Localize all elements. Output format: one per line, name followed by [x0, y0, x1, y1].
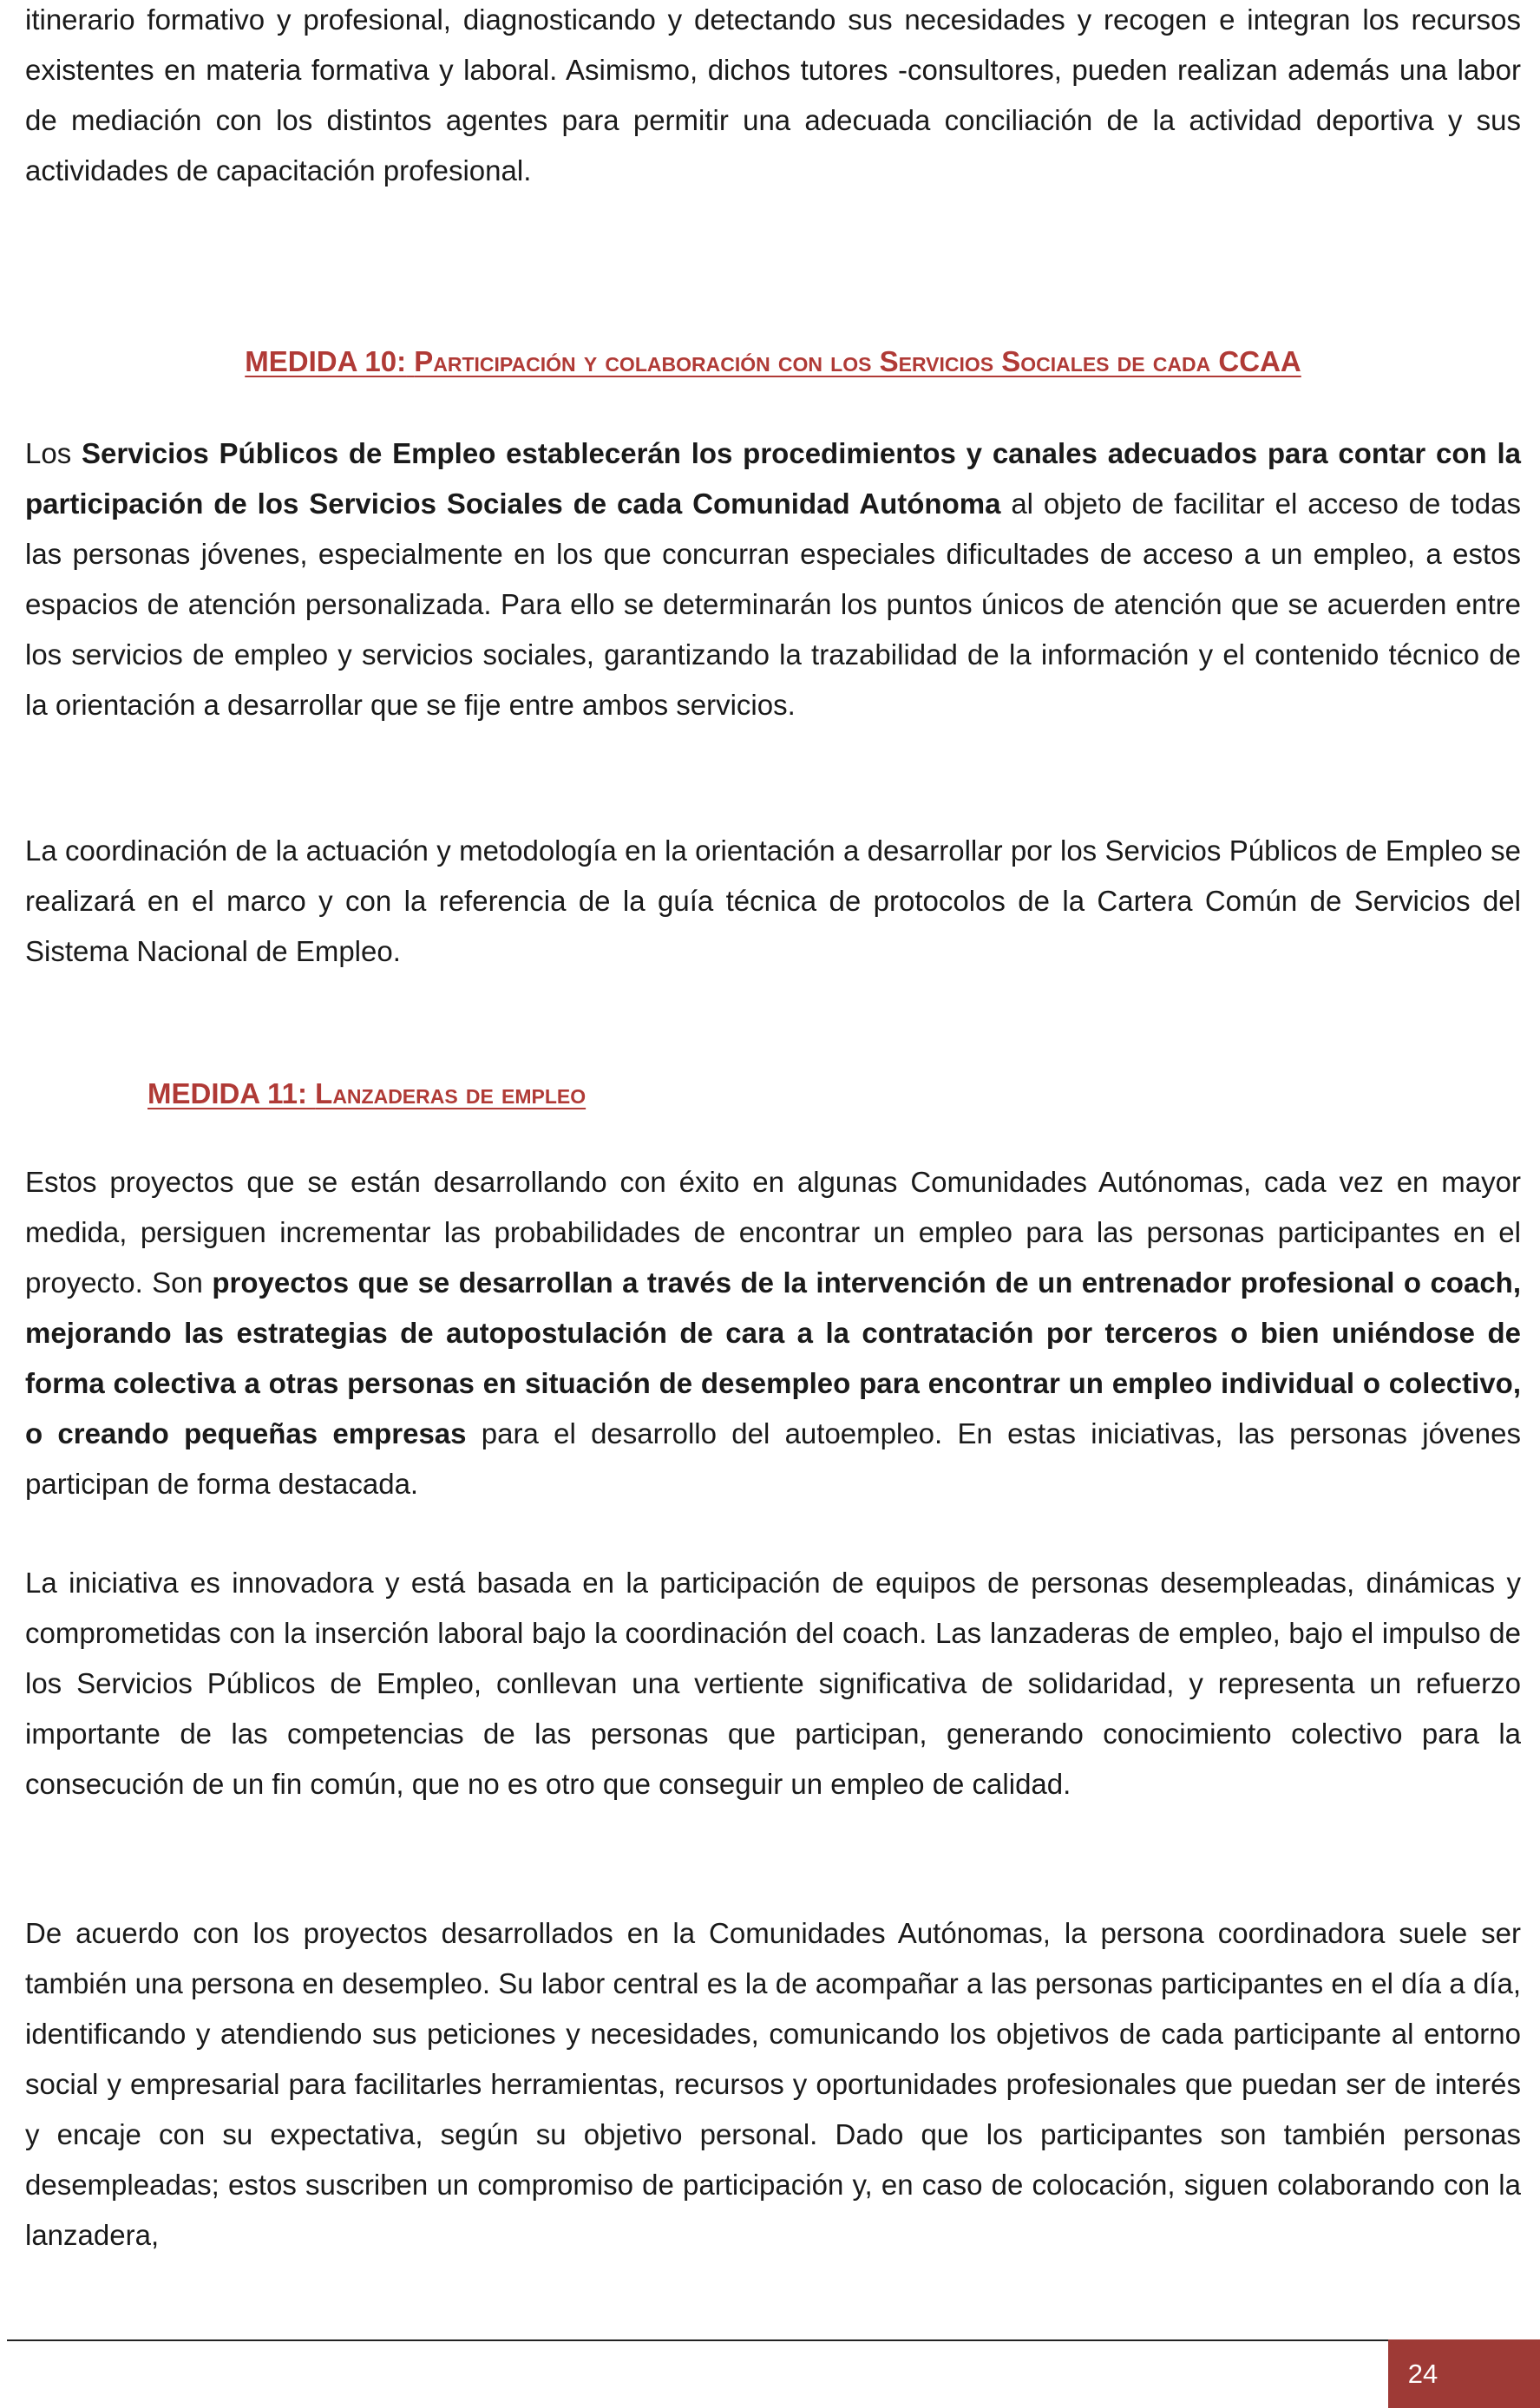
medida-10-heading [25, 344, 1521, 379]
medida-11-label: MEDIDA 11: [147, 1077, 307, 1109]
bold-text-run: Servicios Públicos de Empleo establecerán los procedimientos y canales adecuados para contar con la participación de los Servicios Sociales de cada Comunidad Autónoma [25, 437, 1521, 520]
bold-text-run: proyectos que se desarrollan a través de la intervención de un entrenador profesional o coach, mejorando las estrategias de autopostulación de cara a la contratación por terceros o bien uniéndose de forma colectiva a otras personas en situación de desempleo para encontrar un empleo individual o colectivo, o creando pequeñas empresas [25, 1266, 1521, 1449]
text-run: al objeto de facilitar el acceso de todas las personas jóvenes, especialmente en los que concurran especiales dificultades de acceso a un empleo, a estos espacios de atención personalizada. Para ello se determinarán los puntos únicos de atención que se acuerden entre los servicios de empleo y servicios sociales, garantizando la trazabilidad de la información y el contenido técnico de la orientación a desarrollar que se fije entre ambos servicios. [25, 487, 1521, 721]
medida-10-title: Participación y colaboración con los Servicios Sociales de cada CCAA [414, 345, 1301, 377]
medida-11-heading [147, 1076, 586, 1111]
medida-11-paragraph-2: La iniciativa es innovadora y está basada en la participación de equipos de personas desempleadas, dinámicas y comprometidas con la inserción laboral bajo la coordinación del coach. Las lanzaderas de empleo, bajo el impulso de los Servicios Públicos de Empleo, conllevan una vertiente significativa de solidaridad, y representa un refuerzo importante de las competencias de las personas que participan, generando conocimiento colectivo para la consecución de un fin común, que no es otro que conseguir un empleo de calidad. [25, 1567, 1521, 1800]
medida-10-label: MEDIDA 10: [245, 345, 407, 377]
text-run: Estos proyectos que se están desarrollando con éxito en algunas Comunidades Autónomas, cada vez en mayor medida, persiguen incrementar las probabilidades de encontrar un empleo para las personas participantes en el proyecto. Son [25, 1166, 1521, 1299]
medida-10-paragraph-1 [25, 429, 1521, 730]
text-run: para el desarrollo del autoempleo. En estas iniciativas, las personas jóvenes participan de forma destacada. [25, 1417, 1521, 1500]
medida-10-paragraph-2: La coordinación de la actuación y metodología en la orientación a desarrollar por los Servicios Públicos de Empleo se realizará en el marco y con la referencia de la guía técnica de protocolos de la Cartera Común de Servicios del Sistema Nacional de Empleo. [25, 834, 1521, 967]
text-run: Los [25, 437, 82, 469]
footer-divider [7, 2339, 1388, 2341]
page-number: 24 [1407, 2359, 1438, 2389]
intro-paragraph: itinerario formativo y profesional, diagnosticando y detectando sus necesidades y recogen e integran los recursos existentes en materia formativa y laboral. Asimismo, dichos tutores -consultores, pueden realizan además una labor de mediación con los distintos agentes para permitir una adecuada conciliación de la actividad deportiva y sus actividades de capacitación profesional. [25, 3, 1521, 186]
medida-11-paragraph-3: De acuerdo con los proyectos desarrollados en la Comunidades Autónomas, la persona coordinadora suele ser también una persona en desempleo. Su labor central es la de acompañar a las personas participantes en el día a día, identificando y atendiendo sus peticiones y necesidades, comunicando los objetivos de cada participante al entorno social y empresarial para facilitarles herramientas, recursos y oportunidades profesionales que puedan ser de interés y encaje con su expectativa, según su objetivo personal. Dado que los participantes son también personas desempleadas; estos suscriben un compromiso de participación y, en caso de colocación, siguen colaborando con la lanzadera, [25, 1917, 1521, 2251]
medida-11-paragraph-1 [25, 1157, 1521, 1509]
medida-11-title: Lanzaderas de empleo [315, 1077, 587, 1109]
page-number-badge [1388, 2339, 1540, 2408]
